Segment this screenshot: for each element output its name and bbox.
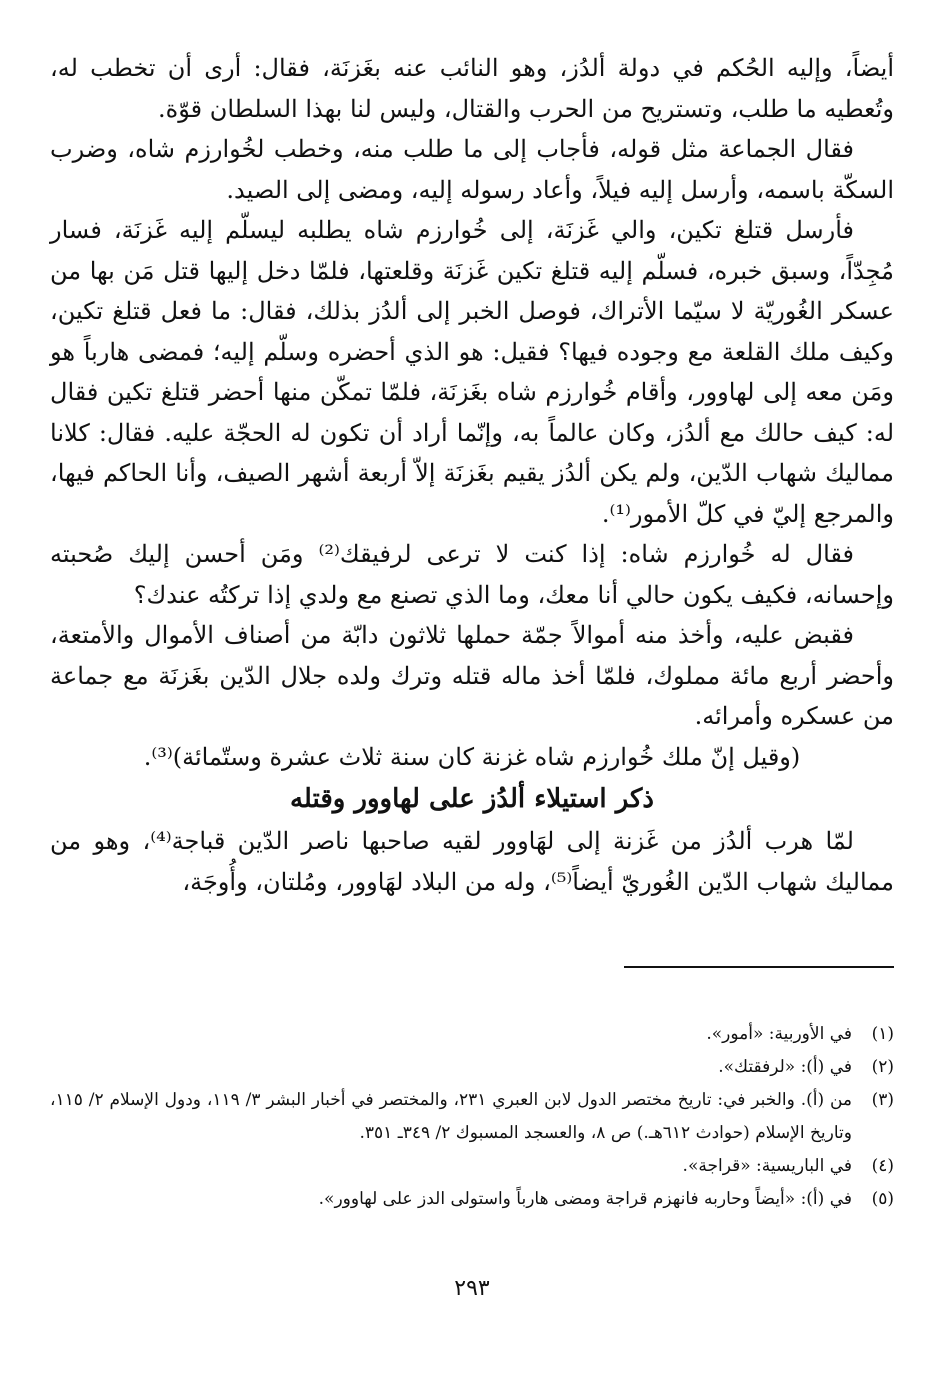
footnote-text: من (أ). والخبر في: تاريخ مختصر الدول لابن العبري ٢٣١، والمختصر في أخبار البشر ٣/ ١١٩، ودول الإسلام ٢/ ١١٥، وتاريخ الإسلام (حوادث ٦١٢هـ.) ص ٨، والعسجد المسبوك ٢/ ٣٤٩ـ ٣٥١. [50, 1090, 853, 1143]
main-text [50, 48, 894, 902]
paragraph-2: فقال الجماعة مثل قوله، فأجاب إلى ما طلب منه، وخطب لخُوارزم شاه، وضرب السكّة باسمه، وأرسل إليه فيلاً، وأعاد رسوله إليه، ومضى إلى الصيد. [50, 135, 894, 204]
paragraph-7: لمّا هرب ألدُز من غَزنة إلى لهَاوور لقيه صاحبها ناصر الدّين قباجة⁽⁴⁾، وهو من مماليك شهاب الدّين الغُوريّ أيضاً⁽⁵⁾، وله من البلاد لهَاوور، ومُلتان، وأُوجَة، [50, 827, 894, 896]
footnote-4 [50, 1150, 894, 1183]
paragraph-5: فقبض عليه، وأخذ منه أموالاً جمّة حملها ثلاثون دابّة من أصناف الأموال والأمتعة، وأحضر أربع مائة مملوك، فلمّا أخذ ماله قتله وترك ولده جلال الدّين بغَزنَة مع جماعة من عسكره وأمرائه. [50, 621, 895, 730]
footnotes [50, 1018, 894, 1216]
footnote-number: (٤) [871, 1156, 894, 1176]
footnote-number: (١) [871, 1024, 894, 1044]
paragraph-4: فقال له خُوارزم شاه: إذا كنت لا ترعى لرفيقك⁽²⁾ ومَن أحسن إليك صُحبته وإحسانه، فكيف يكون حالي أنا معك، وما الذي تصنع مع ولدي إذا تركتُه عندك؟ [50, 540, 894, 609]
paragraph-6: (وقيل إنّ ملك خُوارزم شاه غزنة كان سنة ثلاث عشرة وستّمائة)⁽³⁾. [143, 742, 801, 771]
footnote-number: (٢) [871, 1057, 894, 1077]
page-number: ٢٩٣ [454, 1276, 490, 1301]
footnote-divider [624, 966, 894, 968]
paragraph-3: فأرسل قتلغ تكين، والي غَزنَة، إلى خُوارزم شاه يطلبه ليسلّم إليه غَزنَة، فسار مُجِدّاً، وسبق خبره، فسلّم إليه قتلغ تكين غَزنَة وقلعتها، فلمّا دخل إليها قتل مَن بها من عسكر الغُوريّة لا سيّما الأتراك، فوصل الخبر إلى ألدُز بذلك، فقال: ما فعل قتلغ تكين، وكيف ملك القلعة مع وجوده فيها؟ فقيل: هو الذي أحضره وسلّم إليه؛ فمضى هارباً هو ومَن معه إلى لهاوور، وأقام خُوارزم شاه بغَزنَة، فلمّا تمكّن منها أحضر قتلغ تكين فقال له: كيف حالك مع ألدُز، وكان عالماً به، وإنّما أراد أن تكون له الحجّة عليه. فقال: كلانا مماليك شهاب الدّين، ولم يكن ألدُز يقيم بغَزنَة إلاّ أربعة أشهر الصيف، وأنا الحاكم فيها، والمرجع إليّ في كلّ الأمور⁽¹⁾. [50, 216, 894, 528]
footnote-text: في الباريسية: «قراجة». [682, 1156, 852, 1176]
footnote-number: (٣) [871, 1090, 894, 1110]
footnote-text: في (أ): «لرفقتك». [718, 1057, 852, 1077]
paragraph-1: أيضاً، وإليه الحُكم في دولة ألدُز، وهو النائب عنه بغَزنَة، فقال: أرى أن تخطب له، وتُعطيه ما طلب، وتستريح من الحرب والقتال، وليس لنا بهذا السلطان قوّة. [50, 54, 894, 123]
footnote-2 [50, 1051, 894, 1084]
footnote-text: في (أ): «أيضاً وحاربه فانهزم قراجة ومضى هارباً واستولى الدز على لهاوور». [318, 1189, 852, 1209]
footnote-number: (٥) [871, 1189, 894, 1209]
footnote-5 [50, 1183, 894, 1216]
footnote-3 [50, 1084, 894, 1150]
footnote-text: في الأوربية: «أمور». [706, 1024, 852, 1044]
footnote-1 [50, 1018, 894, 1051]
section-heading: ذكر استيلاء ألدُز على لهاوور وقتله [289, 784, 654, 814]
